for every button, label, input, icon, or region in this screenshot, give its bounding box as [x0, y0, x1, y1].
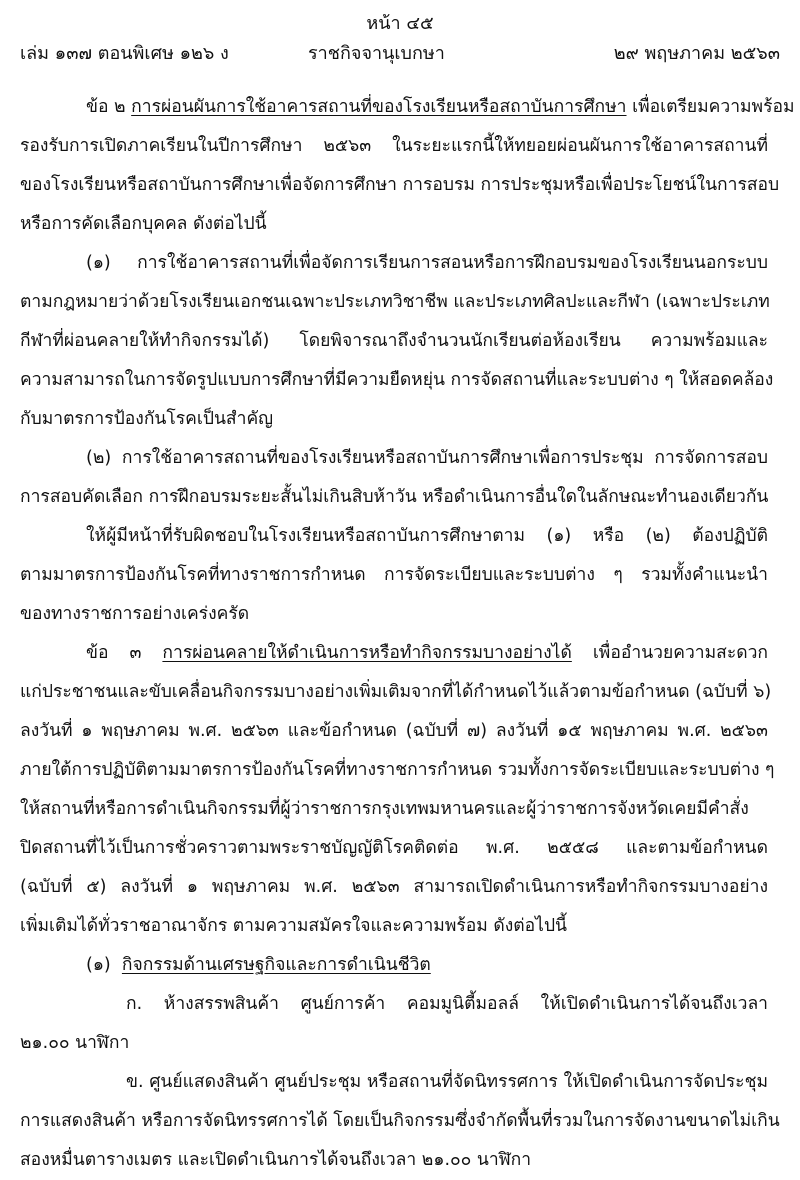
clause2-item1-line: ความสามารถในการจัดรูปแบบการศึกษาที่มีความยืดหยุ่น การจัดสถานที่และระบบต่าง ๆ ให้สอดคล้อง [20, 370, 774, 390]
clause3-sub1-heading: กิจกรรมด้านเศรษฐกิจและการดำเนินชีวิต [121, 955, 431, 975]
clause2-item2-line: (๒) การใช้อาคารสถานที่ของโรงเรียนหรือสถาบันการศึกษาเพื่อการประชุม การจัดการสอบ [86, 448, 768, 468]
clause2-line2: รองรับการเปิดภาคเรียนในปีการศึกษา ๒๕๖๓ ในระยะแรกนี้ให้ทยอยผ่อนผันการใช้อาคารสถานที่ [20, 136, 768, 156]
clause3-line1-rest: เพื่ออำนวยความสะดวก [592, 643, 768, 663]
clause3-line: เพิ่มเติมได้ทั่วราชอาณาจักร ตามความสมัครใจและความพร้อม ดังต่อไปนี้ [20, 916, 568, 936]
clause3-line: ให้สถานที่หรือการดำเนินกิจกรรมที่ผู้ว่าราชการกรุงเทพมหานครและผู้ว่าราชการจังหวัดเคยมีคำสั่ง [20, 799, 749, 819]
volume-issue: เล่ม ๑๓๗ ตอนพิเศษ ๑๒๖ ง [20, 43, 229, 64]
gazette-header [20, 38, 780, 68]
clause2-responsibility-line: ตามมาตรการป้องกันโรคที่ทางราชการกำหนด การจัดระเบียบและระบบต่าง ๆ รวมทั้งคำแนะนำ [20, 565, 768, 585]
clause2-line4: หรือการคัดเลือกบุคคล ดังต่อไปนี้ [20, 214, 267, 234]
clause3-number: ข้อ ๓ [86, 643, 142, 663]
clause2-line3: ของโรงเรียนหรือสถาบันการศึกษาเพื่อจัดการศึกษา การอบรม การประชุมหรือเพื่อประโยชน์ในการสอบ [20, 175, 780, 195]
document-body [20, 88, 795, 1180]
clause2-item1-line: กีฬาที่ผ่อนคลายให้ทำกิจกรรมได้) โดยพิจารณาถึงจำนวนนักเรียนต่อห้องเรียน ความพร้อมและ [20, 331, 768, 351]
clause3-line: (ฉบับที่ ๕) ลงวันที่ ๑ พฤษภาคม พ.ศ. ๒๕๖๓ สามารถเปิดดำเนินการหรือทำกิจกรรมบางอย่าง [20, 877, 768, 897]
clause2-line1 [20, 88, 795, 127]
publication-date: ๒๙ พฤษภาคม ๒๕๖๓ [613, 43, 780, 64]
clause2-item1-line: กับมาตรการป้องกันโรคเป็นสำคัญ [20, 409, 274, 429]
clause2-item2-line: การสอบคัดเลือก การฝึกอบรมระยะสั้นไม่เกินสิบห้าวัน หรือดำเนินการอื่นใดในลักษณะทำนองเดียวกัน [20, 487, 769, 507]
clause2-line1-rest: เพื่อเตรียมความพร้อม [632, 97, 795, 117]
item-b-line: สองหมื่นตารางเมตร และเปิดดำเนินการได้จนถึงเวลา ๒๑.๐๐ นาฬิกา [20, 1150, 532, 1170]
clause3-sub1-heading-line [20, 946, 768, 985]
clause3-line: ปิดสถานที่ไว้เป็นการชั่วคราวตามพระราชบัญญัติโรคติดต่อ พ.ศ. ๒๕๕๘ และตามข้อกำหนด [20, 838, 768, 858]
clause2-heading: การผ่อนผันการใช้อาคารสถานที่ของโรงเรียนหรือสถาบันการศึกษา [131, 97, 627, 117]
item-a-line: ก. ห้างสรรพสินค้า ศูนย์การค้า คอมมูนิตี้มอลล์ ให้เปิดดำเนินการได้จนถึงเวลา [126, 994, 768, 1014]
item-a-line: ๒๑.๐๐ นาฬิกา [20, 1033, 130, 1053]
clause2-responsibility-line: ของทางราชการอย่างเคร่งครัด [20, 604, 250, 624]
clause2-responsibility-line: ให้ผู้มีหน้าที่รับผิดชอบในโรงเรียนหรือสถาบันการศึกษาตาม (๑) หรือ (๒) ต้องปฏิบัติ [86, 526, 768, 546]
clause3-line1 [20, 634, 768, 673]
clause3-heading: การผ่อนคลายให้ดำเนินการหรือทำกิจกรรมบางอย่างได้ [162, 643, 572, 663]
clause3-line: แก่ประชาชนและขับเคลื่อนกิจกรรมบางอย่างเพิ่มเติมจากที่ได้กำหนดไว้แล้วตามข้อกำหนด (ฉบับที่ ๖) [20, 682, 772, 702]
publication-name: ราชกิจจานุเบกษา [308, 43, 445, 64]
clause2-item1-line: ตามกฎหมายว่าด้วยโรงเรียนเอกชนเฉพาะประเภทวิชาชีพ และประเภทศิลปะและกีฬา (เฉพาะประเภท [20, 292, 770, 312]
page-number: หน้า ๔๕ [366, 13, 434, 34]
item-b-line: ข. ศูนย์แสดงสินค้า ศูนย์ประชุม หรือสถานที่จัดนิทรรศการ ให้เปิดดำเนินการจัดประชุม [126, 1072, 768, 1092]
clause3-line: ภายใต้การปฏิบัติตามมาตรการป้องกันโรคที่ทางราชการกำหนด รวมทั้งการจัดระเบียบและระบบต่าง ๆ [20, 760, 775, 780]
clause3-sub1-label: (๑) [86, 955, 111, 975]
clause2-number: ข้อ ๒ [86, 97, 126, 117]
clause2-item1-line: (๑) การใช้อาคารสถานที่เพื่อจัดการเรียนการสอนหรือการฝึกอบรมของโรงเรียนนอกระบบ [86, 253, 768, 273]
clause3-line: ลงวันที่ ๑ พฤษภาคม พ.ศ. ๒๕๖๓ และข้อกำหนด (ฉบับที่ ๗) ลงวันที่ ๑๕ พฤษภาคม พ.ศ. ๒๕๖๓ [20, 721, 768, 741]
item-b-line: การแสดงสินค้า หรือการจัดนิทรรศการได้ โดยเป็นกิจกรรมซึ่งจำกัดพื้นที่รวมในการจัดงานขนาดไม่เกิน [20, 1111, 780, 1131]
